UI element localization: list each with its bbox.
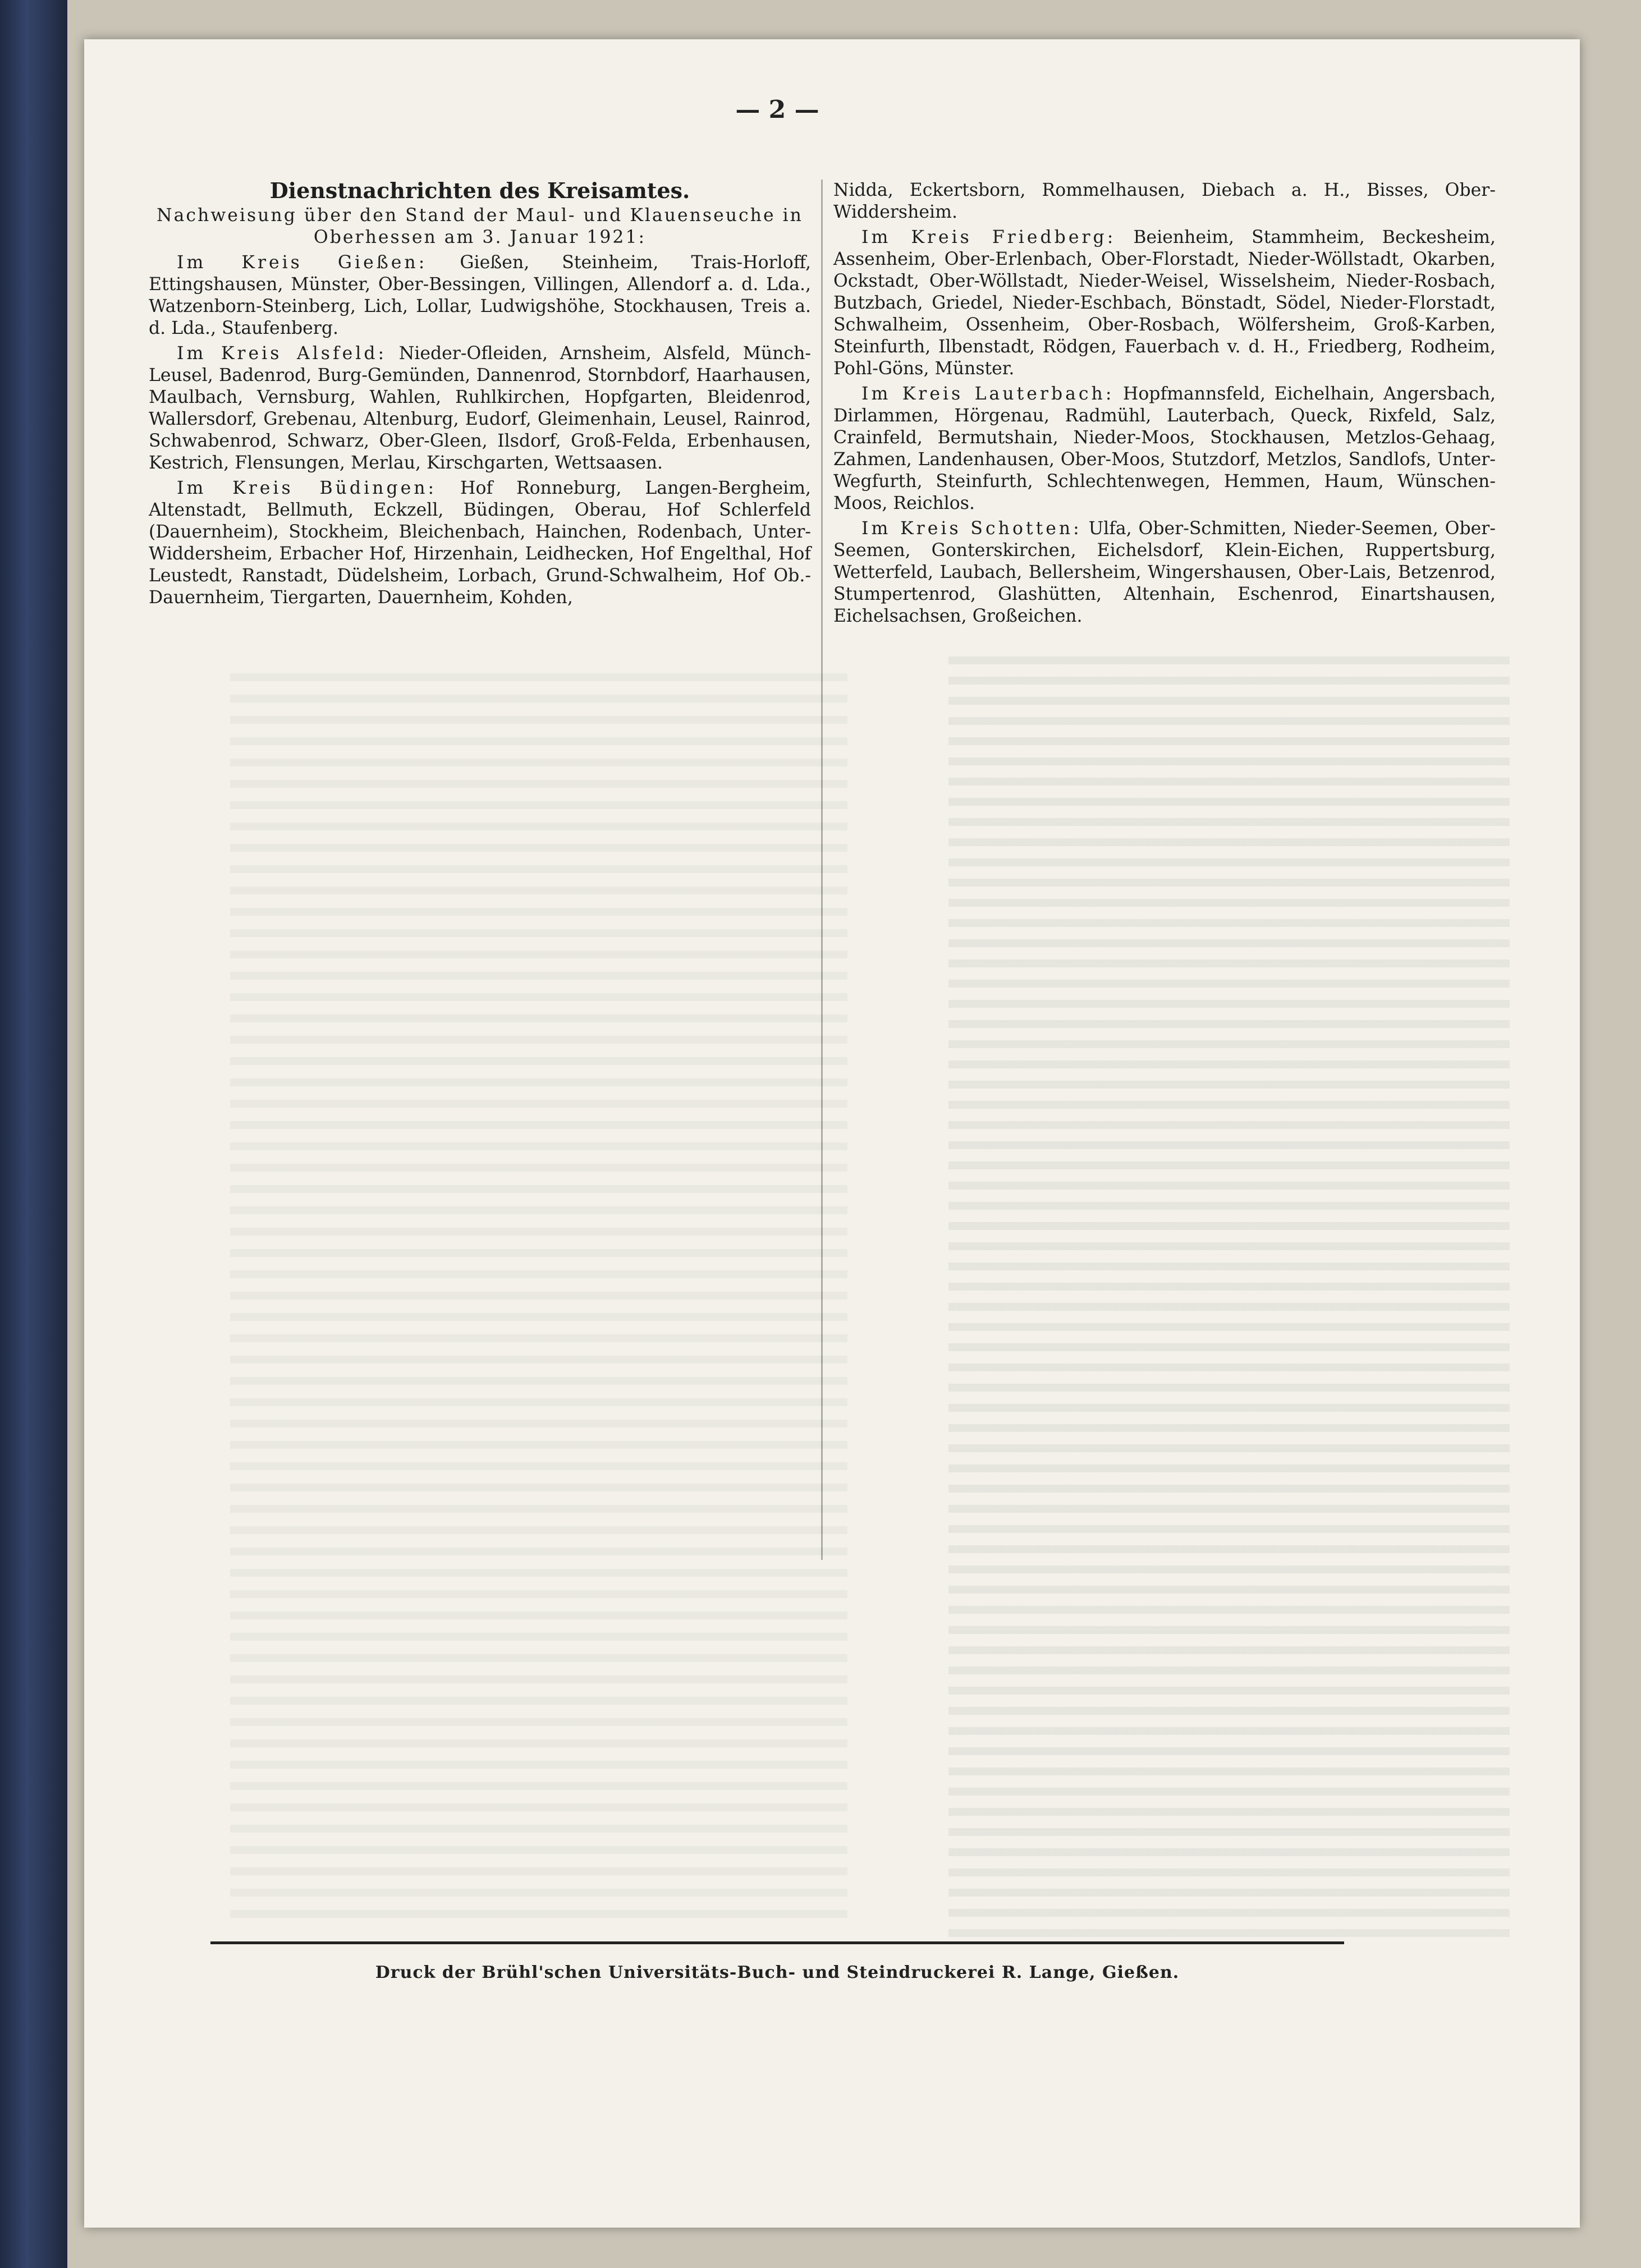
kreis-friedberg-paragraph — [833, 227, 1496, 380]
kreis-label: Im Kreis Lauterbach: — [861, 384, 1115, 404]
kreis-label: Im Kreis Schotten: — [861, 518, 1082, 539]
footer-rule — [210, 1941, 1344, 1944]
kreis-label: Im Kreis Friedberg: — [861, 227, 1116, 247]
continuation-paragraph: Nidda, Eckertsborn, Rommelhausen, Diebach a. H., Bisses, Ober-Widdersheim. — [833, 180, 1496, 222]
kreis-label: Im Kreis Alsfeld: — [177, 343, 387, 364]
right-column — [833, 180, 1496, 631]
book-binding — [0, 0, 67, 2268]
section-subheading: Nachweisung über den Stand der Maul- und Klauenseuche in Oberhessen am 3. Januar 1921: — [157, 205, 803, 247]
column-divider — [821, 180, 823, 1560]
printer-imprint: Druck der Brühl'schen Universitäts-Buch- und Steindruckerei R. Lange, Gießen. — [375, 1963, 1180, 1982]
kreis-label: Im Kreis Gießen: — [177, 252, 428, 273]
kreis-text: Nieder-Ofleiden, Arnsheim, Alsfeld, Münch-Leusel, Badenrod, Burg-Gemünden, Dannenrod, Stornbdorf, Haarhausen, Maulbach, Vernsburg, Wahlen, Ruhlkirchen, Hopfgarten, Bleidenrod, Wallersdorf, Grebenau, Altenburg, Eudorf, Gleimenhain, Leusel, Rainrod, Schwabenrod, Schwarz, Ober-Gleen, Ilsdorf, Groß-Felda, Erbenhausen, Kestrich, Flensungen, Merlau, Kirschgarten, Wettsaasen. — [149, 343, 811, 473]
kreis-text: Hof Ronneburg, Langen-Bergheim, Altenstadt, Bellmuth, Eckzell, Büdingen, Oberau, Hof Schlerfeld (Dauernheim), Stockheim, Bleichenbach, Hainchen, Rodenbach, Unter-Widdersheim, Erbacher Hof, Hirzenhain, Leidhecken, Hof Engelthal, Hof Leustedt, Ranstadt, Düdelsheim, Lorbach, Grund-Schwalheim, Hof Ob.-Dauernheim, Tiergarten, Dauernheim, Kohden, — [149, 478, 812, 608]
kreis-lauterbach-paragraph — [833, 383, 1496, 515]
page-number: — 2 — — [735, 95, 819, 124]
kreis-alsfeld-paragraph — [149, 343, 811, 474]
kreis-text: Gießen, Steinheim, Trais-Horloff, Ettingshausen, Münster, Ober-Bessingen, Villingen, Allendorf a. d. Lda., Watzenborn-Steinberg, Lich, Lollar, Ludwigshöhe, Stockhausen, Treis a. d. Lda., Staufenberg. — [149, 252, 811, 338]
kreis-label: Im Kreis Büdingen: — [177, 478, 437, 498]
kreis-text: Hopfmannsfeld, Eichelhain, Angersbach, Dirlammen, Hörgenau, Radmühl, Lauterbach, Queck, Rixfeld, Salz, Crainfeld, Bermutshain, Nieder-Moos, Stockhausen, Metzlos-Gehaag, Zahmen, Landenhausen, Ober-Moos, Stutzdorf, Metzlos, Sandlofs, Unter-Wegfurth, Steinfurth, Schlechtenwegen, Hemmen, Haum, Wünschen-Moos, Reichlos. — [833, 384, 1496, 513]
bleed-through-texture-left — [230, 673, 847, 1919]
kreis-schotten-paragraph — [833, 518, 1496, 627]
kreis-buedingen-paragraph — [149, 478, 811, 609]
bleed-through-texture — [948, 656, 1510, 1947]
left-column — [149, 180, 811, 612]
kreis-giessen-paragraph — [149, 252, 811, 339]
section-heading: Dienstnachrichten des Kreisamtes. — [269, 178, 690, 203]
kreis-text: Ulfa, Ober-Schmitten, Nieder-Seemen, Ober-Seemen, Gonterskirchen, Eichelsdorf, Klein-Eichen, Ruppertsburg, Wetterfeld, Laubach, Bellersheim, Wingershausen, Ober-Lais, Betzenrod, Stumpertenrod, Glashütten, Altenhain, Eschenrod, Einartshausen, Eichelsachsen, Großeichen. — [833, 518, 1496, 626]
kreis-text: Beienheim, Stammheim, Beckesheim, Assenheim, Ober-Erlenbach, Ober-Florstadt, Nieder-Wöllstadt, Okarben, Ockstadt, Ober-Wöllstadt, Nieder-Weisel, Wisselsheim, Nieder-Rosbach, Butzbach, Griedel, Nieder-Eschbach, Bönstadt, Södel, Nieder-Florstadt, Schwalheim, Ossenheim, Ober-Rosbach, Wölfersheim, Groß-Karben, Steinfurth, Ilbenstadt, Rödgen, Fauerbach v. d. H., Friedberg, Rodheim, Pohl-Göns, Münster. — [833, 227, 1496, 379]
